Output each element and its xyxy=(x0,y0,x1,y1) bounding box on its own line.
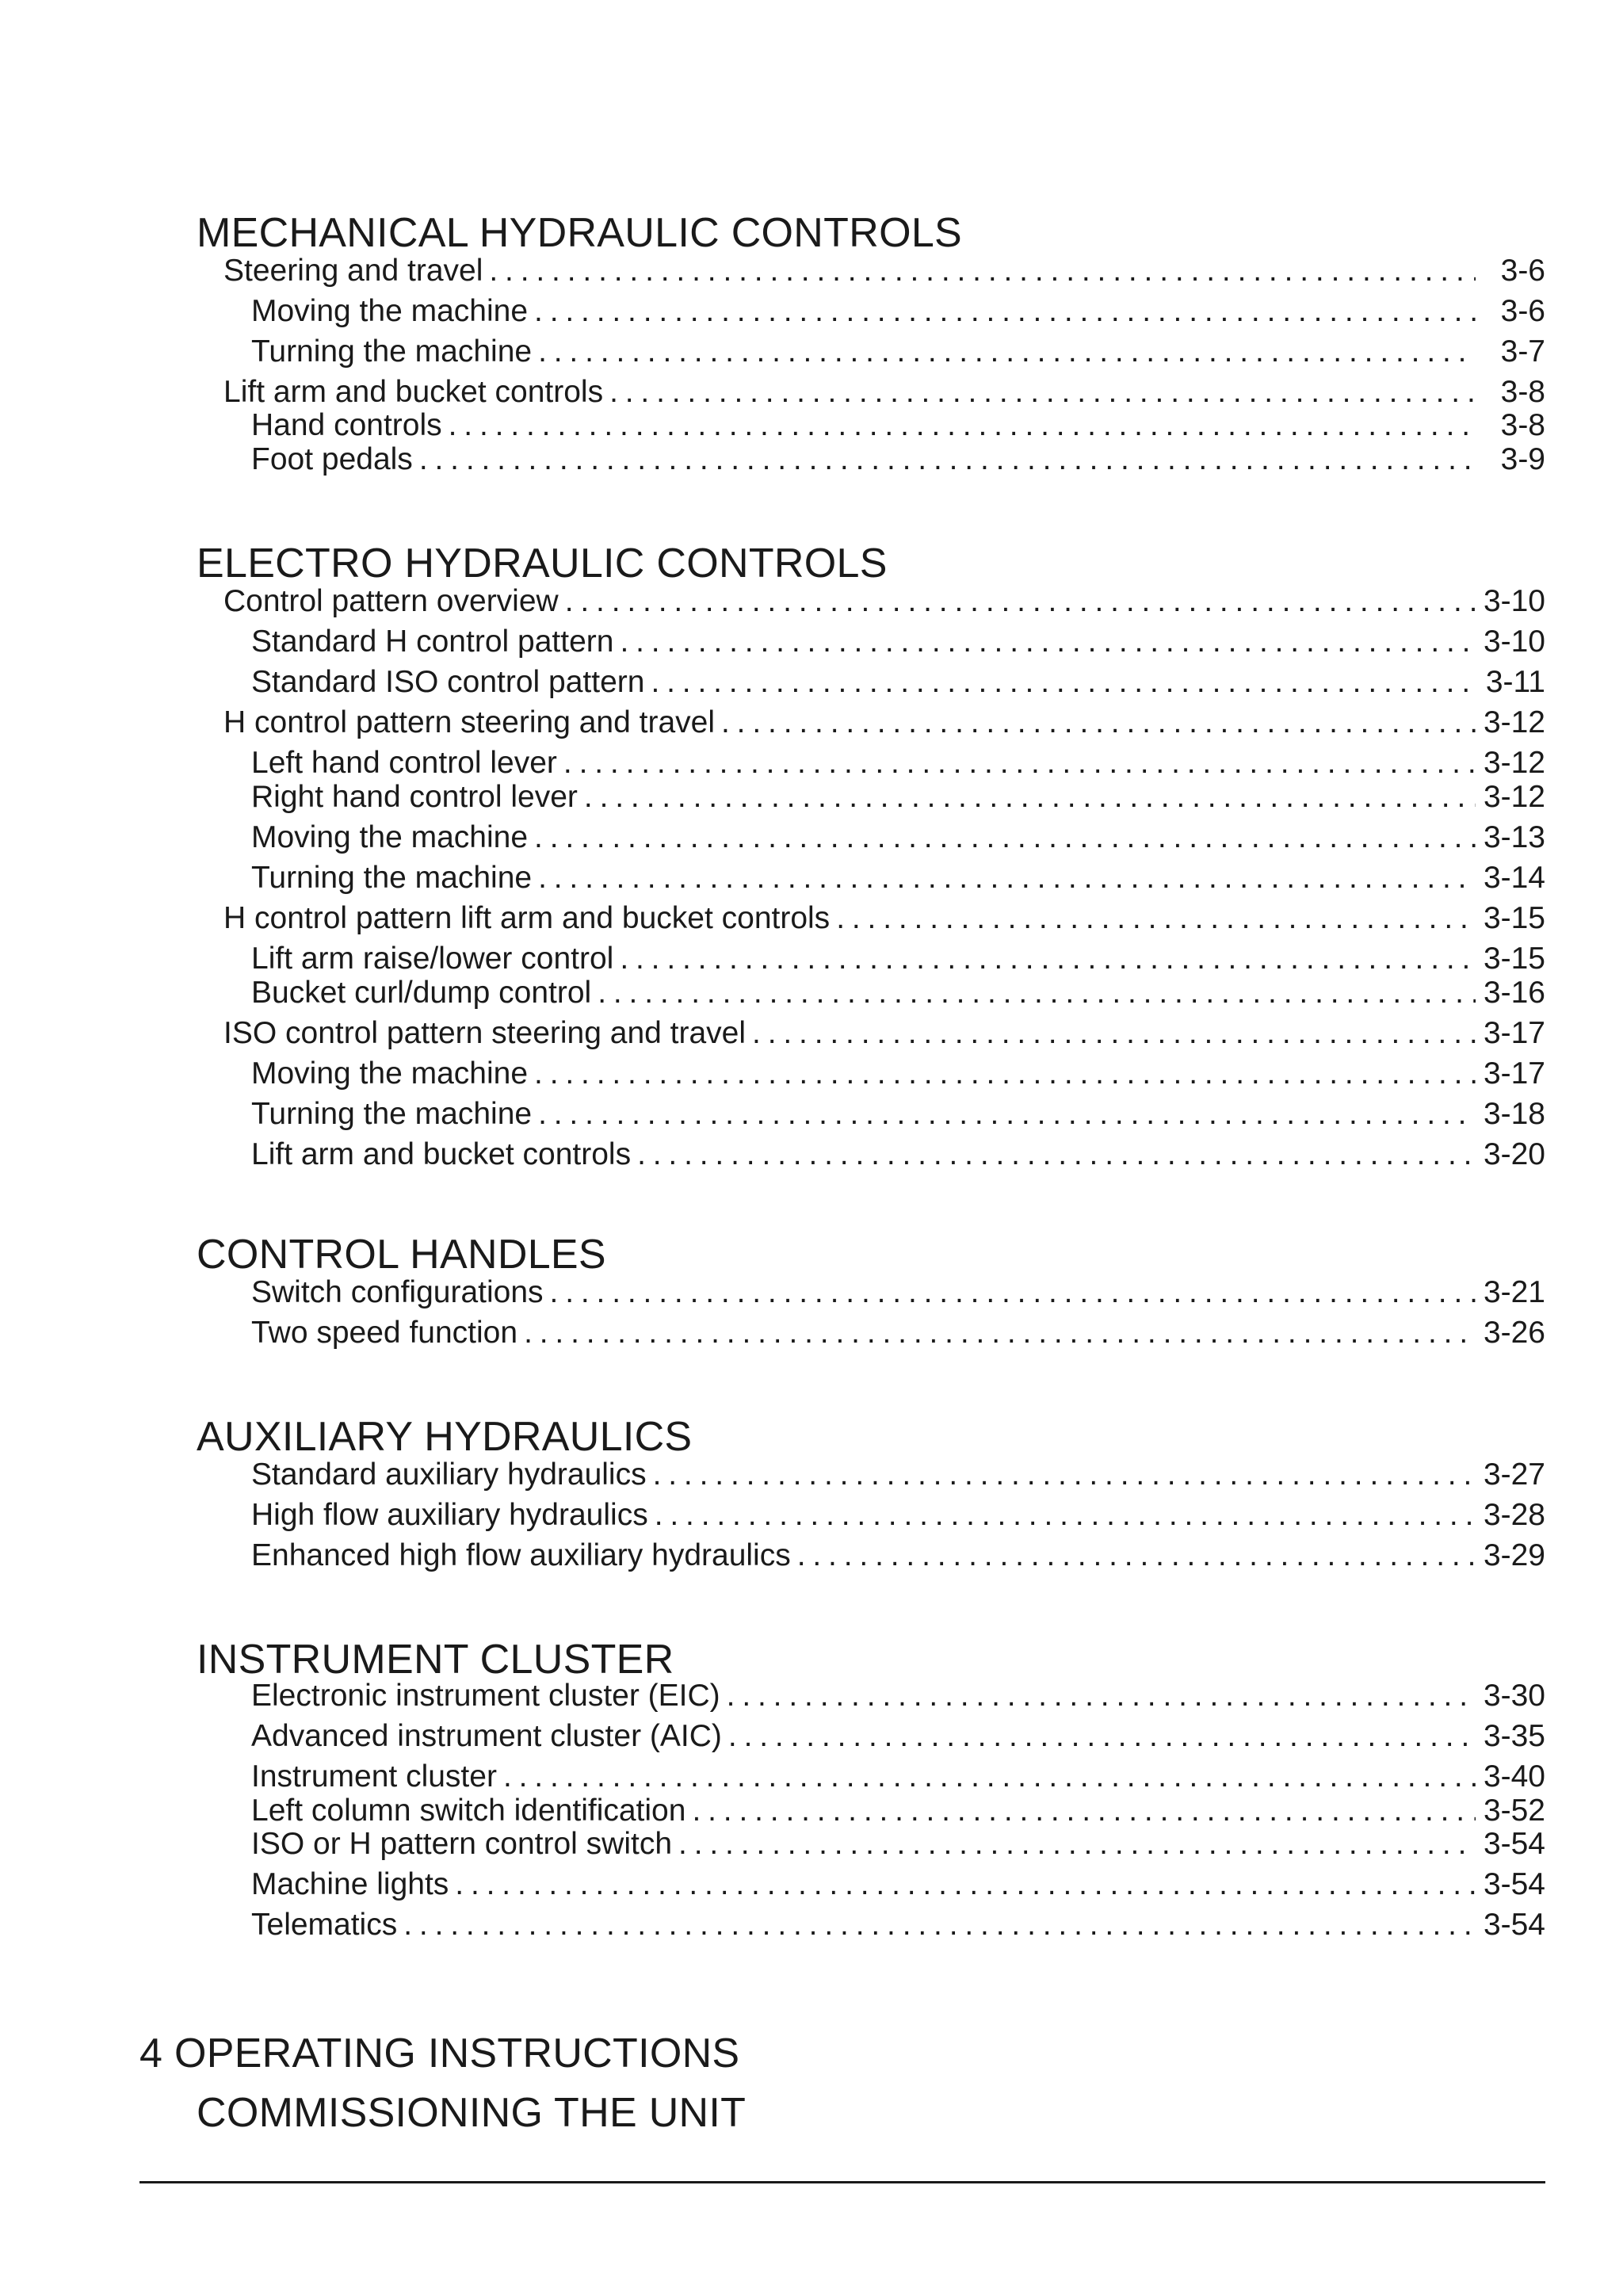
section-title-electro-hydraulic-controls: ELECTRO HYDRAULIC CONTROLS xyxy=(197,541,888,586)
toc-entry-label: Right hand control lever xyxy=(251,780,578,814)
toc-entry[interactable] xyxy=(251,746,1545,781)
toc-entry[interactable] xyxy=(251,1457,1545,1492)
dot-leader xyxy=(721,705,1476,740)
toc-entry[interactable] xyxy=(251,1137,1545,1172)
toc-entry[interactable] xyxy=(251,1908,1545,1943)
toc-entry-page: 3-30 xyxy=(1483,1679,1545,1713)
section-title-auxiliary-hydraulics: AUXILIARY HYDRAULICS xyxy=(197,1414,693,1460)
dot-leader xyxy=(538,1097,1476,1132)
toc-entry-page: 3-17 xyxy=(1483,1016,1545,1050)
dot-leader xyxy=(836,901,1476,936)
toc-entry[interactable] xyxy=(223,705,1545,740)
dot-leader xyxy=(752,1016,1476,1051)
toc-entry-page: 3-10 xyxy=(1483,625,1545,659)
dot-leader xyxy=(692,1794,1476,1828)
toc-entry-page: 3-20 xyxy=(1483,1137,1545,1171)
toc-entry-label: Electronic instrument cluster (EIC) xyxy=(251,1679,720,1713)
toc-entry[interactable] xyxy=(251,294,1545,329)
toc-entry-page: 3-21 xyxy=(1483,1275,1545,1309)
toc-entry-label: Left column switch identification xyxy=(251,1794,686,1828)
dot-leader xyxy=(449,408,1476,443)
toc-entry-page: 3-52 xyxy=(1483,1794,1545,1828)
footer-rule xyxy=(139,2181,1545,2183)
dot-leader xyxy=(728,1719,1476,1754)
toc-entry[interactable] xyxy=(223,375,1545,410)
toc-entry[interactable] xyxy=(251,780,1545,815)
dot-leader xyxy=(524,1316,1476,1350)
toc-entry-label: Standard H control pattern xyxy=(251,625,614,659)
toc-entry[interactable] xyxy=(251,1316,1545,1350)
toc-entry-label: Turning the machine xyxy=(251,1097,533,1131)
toc-entry-label: Standard auxiliary hydraulics xyxy=(251,1457,647,1492)
toc-entry-label: ISO or H pattern control switch xyxy=(251,1827,673,1861)
chapter-title: 4 OPERATING INSTRUCTIONS xyxy=(139,2030,740,2076)
toc-entry[interactable] xyxy=(251,1719,1545,1754)
toc-entry-page: 3-35 xyxy=(1483,1719,1545,1753)
toc-entry[interactable] xyxy=(251,976,1545,1010)
dot-leader xyxy=(403,1908,1476,1943)
toc-entry-label: Steering and travel xyxy=(223,254,483,288)
dot-leader xyxy=(534,1056,1476,1091)
toc-entry-label: Lift arm and bucket controls xyxy=(251,1137,632,1171)
dot-leader xyxy=(609,375,1476,410)
dot-leader xyxy=(538,334,1476,369)
toc-entry[interactable] xyxy=(251,1056,1545,1091)
toc-entry[interactable] xyxy=(251,820,1545,855)
toc-entry-label: Control pattern overview xyxy=(223,584,559,618)
toc-entry[interactable] xyxy=(223,584,1545,619)
dot-leader xyxy=(584,780,1476,815)
toc-entry-page: 3-7 xyxy=(1500,334,1545,369)
toc-entry-page: 3-6 xyxy=(1500,254,1545,288)
dot-leader xyxy=(797,1538,1476,1573)
toc-entry[interactable] xyxy=(251,1275,1545,1310)
toc-entry[interactable] xyxy=(251,861,1545,896)
dot-leader xyxy=(419,442,1476,477)
dot-leader xyxy=(620,625,1476,659)
dot-leader xyxy=(655,1498,1476,1533)
dot-leader xyxy=(598,976,1476,1010)
toc-entry[interactable] xyxy=(251,665,1545,700)
toc-entry[interactable] xyxy=(223,1016,1545,1051)
toc-entry-page: 3-10 xyxy=(1483,584,1545,618)
toc-entry-page: 3-54 xyxy=(1483,1867,1545,1901)
toc-entry-label: Moving the machine xyxy=(251,820,529,854)
chapter-subtitle: COMMISSIONING THE UNIT xyxy=(197,2090,747,2136)
toc-entry-page: 3-16 xyxy=(1483,976,1545,1010)
toc-entry-page: 3-8 xyxy=(1500,408,1545,442)
toc-entry[interactable] xyxy=(251,1759,1545,1794)
toc-entry-page: 3-8 xyxy=(1500,375,1545,409)
toc-entry-page: 3-12 xyxy=(1483,780,1545,814)
dot-leader xyxy=(534,820,1476,855)
toc-entry-label: Bucket curl/dump control xyxy=(251,976,592,1010)
toc-entry[interactable] xyxy=(251,1498,1545,1533)
toc-entry[interactable] xyxy=(251,625,1545,659)
dot-leader xyxy=(565,584,1476,619)
toc-entry-label: Telematics xyxy=(251,1908,398,1942)
toc-entry-label: Machine lights xyxy=(251,1867,449,1901)
toc-entry-page: 3-13 xyxy=(1483,820,1545,854)
toc-entry-label: High flow auxiliary hydraulics xyxy=(251,1498,648,1532)
section-title-control-handles: CONTROL HANDLES xyxy=(197,1232,606,1278)
toc-entry-label: Instrument cluster xyxy=(251,1759,497,1794)
dot-leader xyxy=(637,1137,1476,1172)
toc-entry-page: 3-26 xyxy=(1483,1316,1545,1350)
toc-entry-label: Lift arm raise/lower control xyxy=(251,942,614,976)
toc-entry-label: Enhanced high flow auxiliary hydraulics xyxy=(251,1538,791,1572)
toc-entry-page: 3-9 xyxy=(1500,442,1545,476)
toc-entry-label: Switch configurations xyxy=(251,1275,544,1309)
dot-leader xyxy=(455,1867,1476,1902)
toc-entry-label: ISO control pattern steering and travel xyxy=(223,1016,747,1050)
toc-entry-label: Moving the machine xyxy=(251,1056,529,1091)
toc-entry-page: 3-11 xyxy=(1485,665,1545,699)
dot-leader xyxy=(620,942,1476,976)
toc-entry-label: Advanced instrument cluster (AIC) xyxy=(251,1719,722,1753)
toc-entry[interactable] xyxy=(251,1538,1545,1573)
toc-entry-page: 3-54 xyxy=(1483,1908,1545,1942)
toc-entry-page: 3-15 xyxy=(1483,901,1545,935)
toc-entry-label: H control pattern steering and travel xyxy=(223,705,716,739)
toc-entry-label: Moving the machine xyxy=(251,294,529,328)
toc-entry-label: Two speed function xyxy=(251,1316,518,1350)
toc-entry-page: 3-15 xyxy=(1483,942,1545,976)
toc-entry-page: 3-27 xyxy=(1483,1457,1545,1492)
toc-entry-page: 3-12 xyxy=(1483,705,1545,739)
toc-entry-label: Lift arm and bucket controls xyxy=(223,375,604,409)
dot-leader xyxy=(653,1457,1476,1492)
toc-entry-label: Turning the machine xyxy=(251,334,533,369)
toc-entry[interactable] xyxy=(251,1097,1545,1132)
toc-entry-page: 3-18 xyxy=(1483,1097,1545,1131)
dot-leader xyxy=(651,665,1476,700)
toc-entry[interactable] xyxy=(223,254,1545,288)
toc-entry[interactable] xyxy=(223,901,1545,936)
toc-entry[interactable] xyxy=(251,1679,1545,1713)
toc-entry[interactable] xyxy=(251,334,1545,369)
dot-leader xyxy=(489,254,1476,288)
toc-entry[interactable] xyxy=(251,1827,1545,1862)
toc-entry-page: 3-14 xyxy=(1483,861,1545,895)
dot-leader xyxy=(534,294,1476,329)
toc-entry[interactable] xyxy=(251,408,1545,443)
dot-leader xyxy=(678,1827,1476,1862)
toc-entry-label: Turning the machine xyxy=(251,861,533,895)
toc-entry-label: Standard ISO control pattern xyxy=(251,665,645,699)
toc-entry-page: 3-28 xyxy=(1483,1498,1545,1532)
toc-entry-page: 3-12 xyxy=(1483,746,1545,780)
dot-leader xyxy=(727,1679,1476,1713)
toc-entry-page: 3-6 xyxy=(1500,294,1545,328)
dot-leader xyxy=(550,1275,1476,1310)
toc-entry-page: 3-54 xyxy=(1483,1827,1545,1861)
toc-entry-label: Foot pedals xyxy=(251,442,413,476)
toc-entry-page: 3-40 xyxy=(1483,1759,1545,1794)
toc-entry[interactable] xyxy=(251,1867,1545,1902)
dot-leader xyxy=(538,861,1476,896)
toc-entry[interactable] xyxy=(251,942,1545,976)
dot-leader xyxy=(563,746,1476,781)
dot-leader xyxy=(503,1759,1476,1794)
toc-entry-label: Hand controls xyxy=(251,408,442,442)
toc-entry[interactable] xyxy=(251,1794,1545,1828)
section-title-mechanical-hydraulic-controls: MECHANICAL HYDRAULIC CONTROLS xyxy=(197,210,963,256)
section-title-instrument-cluster: INSTRUMENT CLUSTER xyxy=(197,1637,674,1683)
toc-entry-label: H control pattern lift arm and bucket controls xyxy=(223,901,831,935)
toc-entry-label: Left hand control lever xyxy=(251,746,557,780)
toc-entry-page: 3-17 xyxy=(1483,1056,1545,1091)
toc-entry-page: 3-29 xyxy=(1483,1538,1545,1572)
toc-entry[interactable] xyxy=(251,442,1545,477)
